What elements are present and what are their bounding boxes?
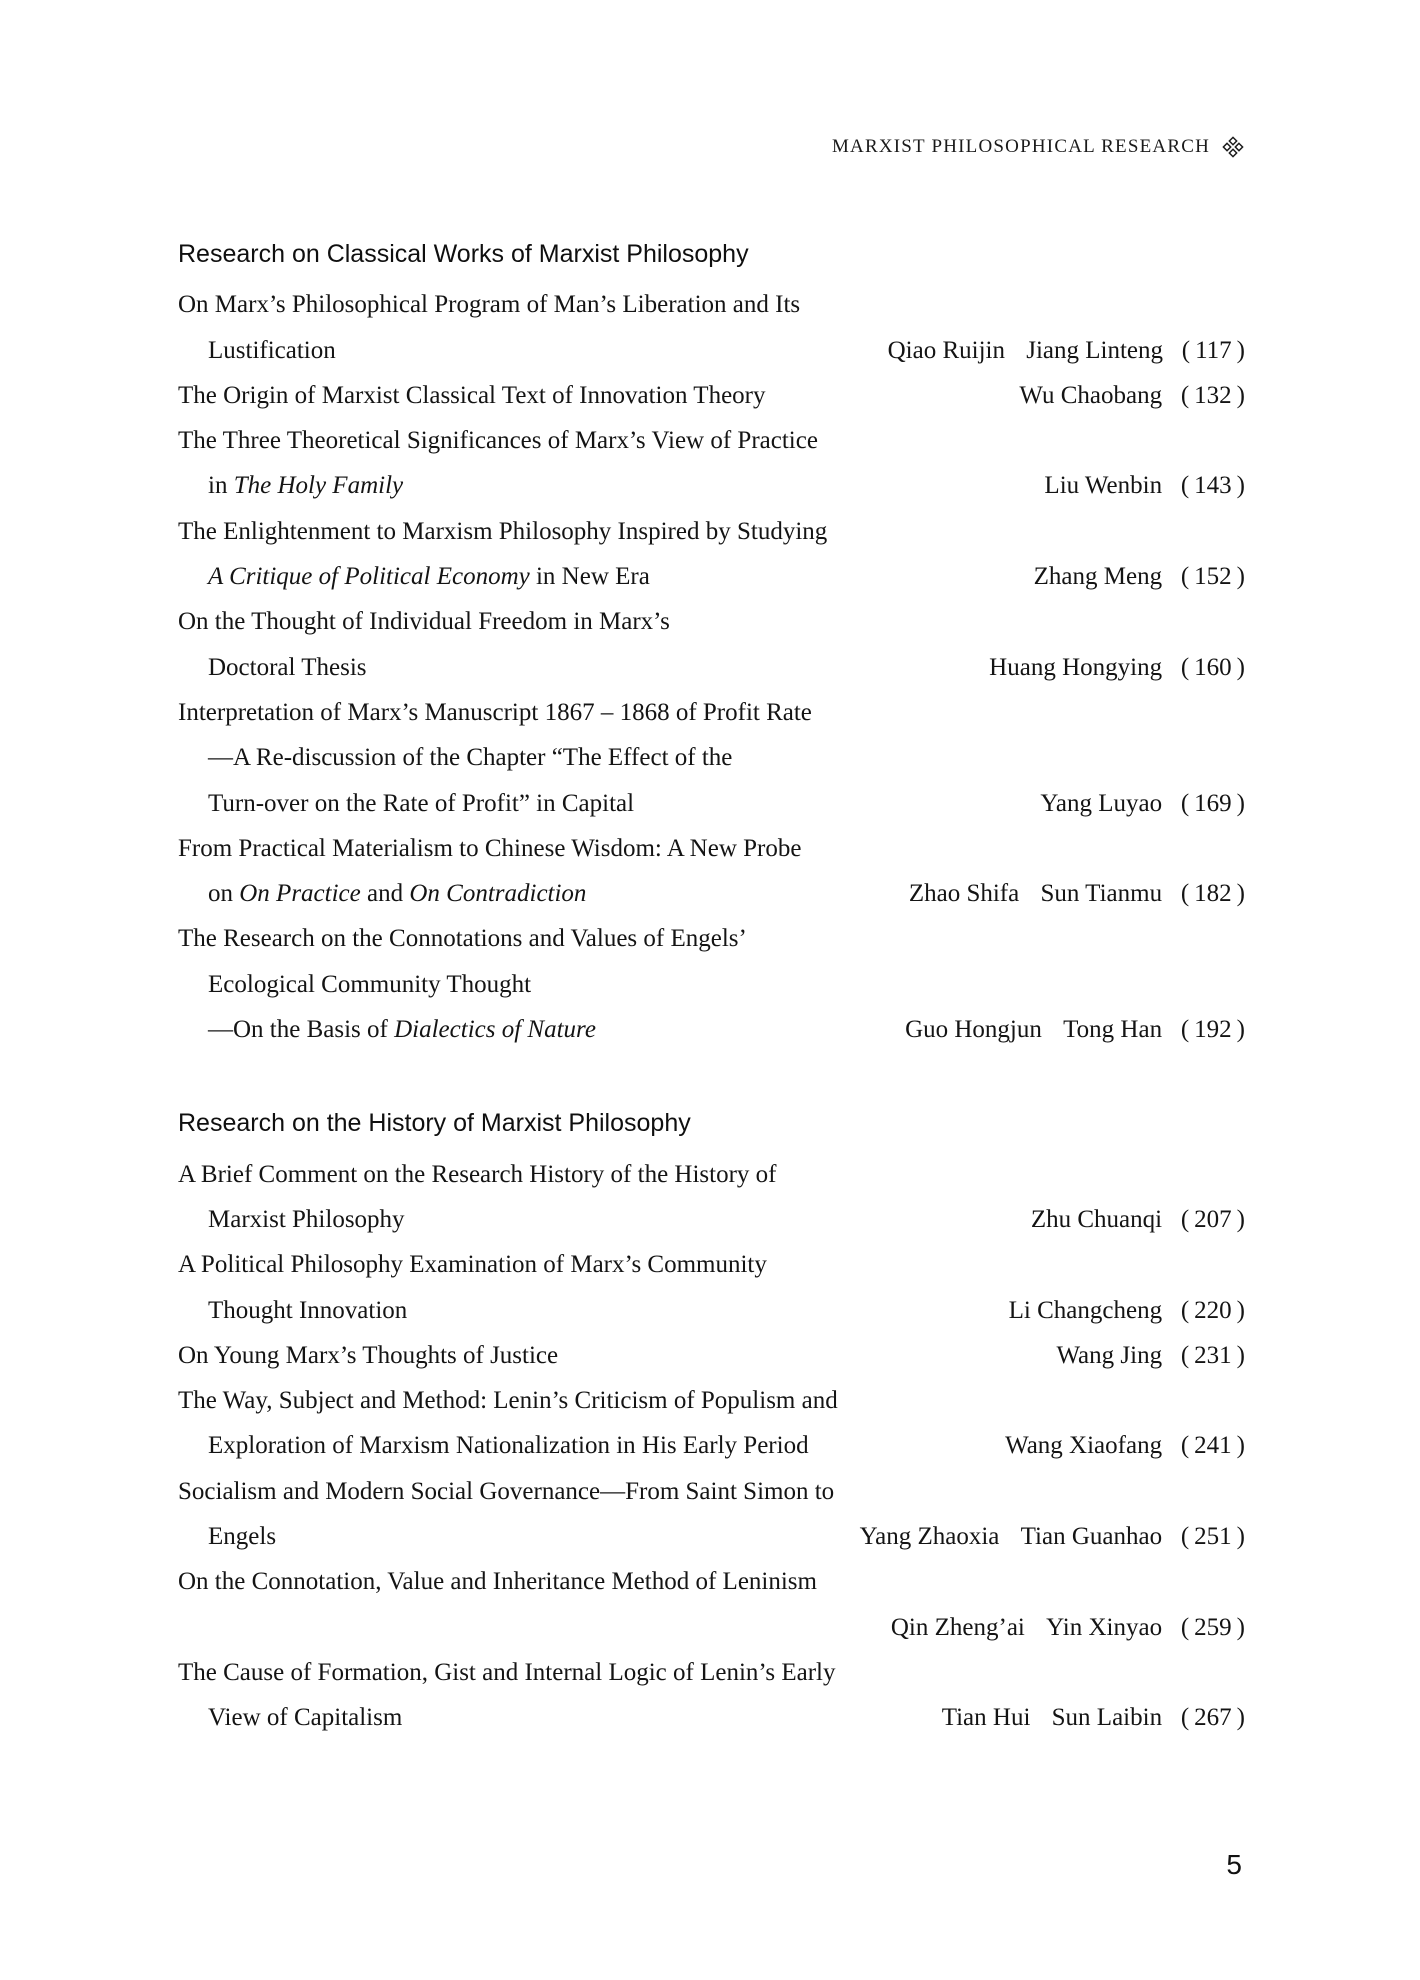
entry-title-text: The Three Theoretical Significances of Marx’s View of Practice — [178, 427, 818, 455]
entry-title-text: —On the Basis of Dialectics of Nature — [208, 1016, 596, 1044]
entry-page-number: ( 152 ) — [1180, 563, 1245, 591]
section-heading: Research on the History of Marxist Philosophy — [178, 1109, 691, 1138]
toc-entry-line — [178, 962, 1245, 1007]
toc-entry-line — [178, 1423, 1245, 1468]
toc-entry-line — [178, 463, 1245, 508]
running-header-title: MARXIST PHILOSOPHICAL RESEARCH — [831, 136, 1210, 157]
entry-page-number: ( 259 ) — [1180, 1613, 1245, 1641]
entry-page-number: ( 220 ) — [1180, 1296, 1245, 1324]
toc-entry-line — [178, 599, 1245, 644]
entry-page-number: ( 132 ) — [1180, 381, 1245, 409]
author-name: Tong Han — [1063, 1016, 1163, 1044]
entry-title-text: View of Capitalism — [208, 1704, 403, 1732]
toc-entry-line — [178, 690, 1245, 735]
toc-entry-line — [178, 1695, 1245, 1740]
entry-authors-page — [864, 328, 1245, 373]
author-name: Wu Chaobang — [1019, 381, 1163, 409]
entry-authors-page — [1016, 781, 1245, 826]
entry-authors-page — [985, 1288, 1245, 1333]
entry-page-number: ( 231 ) — [1180, 1341, 1245, 1369]
toc-entry-line — [178, 1197, 1245, 1242]
entry-authors-page — [1010, 554, 1245, 599]
entry-page-number: ( 182 ) — [1180, 880, 1245, 908]
running-header — [832, 136, 1244, 158]
author-name: Sun Laibin — [1051, 1704, 1163, 1732]
page-number: 5 — [1226, 1849, 1242, 1880]
entry-title-text: Turn-over on the Rate of Profit” in Capital — [208, 789, 635, 817]
entry-title-text: Interpretation of Marx’s Manuscript 1867 – 1868 of Profit Rate — [178, 698, 812, 726]
author-name: Qiao Ruijin — [887, 336, 1005, 364]
entry-title-text: From Practical Materialism to Chinese Wisdom: A New Probe — [178, 834, 802, 862]
entry-page-number: ( 143 ) — [1180, 472, 1245, 500]
entry-authors-page — [867, 1605, 1245, 1650]
toc-entry-line — [178, 1152, 1245, 1197]
entry-page-number: ( 192 ) — [1180, 1016, 1245, 1044]
author-name: Zhu Chuanqi — [1030, 1205, 1163, 1233]
toc-entry-line — [178, 418, 1245, 463]
author-name: Zhang Meng — [1033, 563, 1163, 591]
toc-entry-line — [178, 916, 1245, 961]
author-name: Guo Hongjun — [905, 1016, 1042, 1044]
author-name: Zhao Shifa — [908, 880, 1020, 908]
entry-title-text: Marxist Philosophy — [208, 1205, 405, 1233]
toc-entry-line — [178, 1242, 1245, 1287]
entry-title-text: The Enlightenment to Marxism Philosophy Inspired by Studying — [178, 517, 828, 545]
entry-title-text: On Marx’s Philosophical Program of Man’s Liberation and Its — [178, 291, 801, 319]
entry-authors-page — [1020, 463, 1245, 508]
entry-title-text: The Way, Subject and Method: Lenin’s Criticism of Populism and — [178, 1387, 838, 1415]
entry-title-text: Ecological Community Thought — [208, 970, 532, 998]
entry-page-number: ( 160 ) — [1180, 653, 1245, 681]
entry-authors-page — [1032, 1333, 1245, 1378]
author-name: Yang Zhaoxia — [859, 1523, 1000, 1551]
toc-entry-line — [178, 1559, 1245, 1604]
toc-entry-line — [178, 554, 1245, 599]
author-name: Tian Hui — [941, 1704, 1031, 1732]
entry-page-number: ( 207 ) — [1180, 1205, 1245, 1233]
entry-title-text: On Young Marx’s Thoughts of Justice — [178, 1341, 559, 1369]
toc-entry-line — [178, 781, 1245, 826]
entry-page-number: ( 267 ) — [1180, 1704, 1245, 1732]
toc-entry-line — [178, 1469, 1245, 1514]
entry-title-text: Exploration of Marxism Nationalization in His Early Period — [208, 1432, 809, 1460]
toc-entry-line — [178, 509, 1245, 554]
toc-entry-line — [178, 1605, 1245, 1650]
entry-page-number: ( 169 ) — [1180, 789, 1245, 817]
entry-authors-page — [918, 1695, 1245, 1740]
author-name: Liu Wenbin — [1044, 472, 1163, 500]
entry-authors-page — [965, 645, 1245, 690]
entry-authors-page — [885, 871, 1245, 916]
entry-title-text: On the Connotation, Value and Inheritance Method of Leninism — [178, 1568, 817, 1596]
author-name: Jiang Linteng — [1026, 336, 1164, 364]
entry-title-text: Lustification — [208, 336, 336, 364]
author-name: Yang Luyao — [1040, 789, 1163, 817]
toc-list — [178, 232, 1245, 1741]
toc-entry-line — [178, 1288, 1245, 1333]
entry-title-text: A Political Philosophy Examination of Marx’s Community — [178, 1251, 767, 1279]
author-name: Wang Jing — [1056, 1341, 1163, 1369]
toc-entry-line — [178, 1378, 1245, 1423]
entry-authors-page — [881, 1007, 1245, 1052]
author-name: Tian Guanhao — [1020, 1523, 1163, 1551]
author-name: Yin Xinyao — [1046, 1613, 1163, 1641]
entry-authors-page — [836, 1514, 1245, 1559]
entry-page-number: ( 117 ) — [1181, 336, 1245, 364]
entry-title-text: A Critique of Political Economy in New Era — [208, 563, 650, 591]
entry-title-text: Engels — [208, 1523, 277, 1551]
entry-title-text: —A Re-discussion of the Chapter “The Effect of the — [208, 744, 733, 772]
author-name: Sun Tianmu — [1040, 880, 1163, 908]
entry-title-text: Doctoral Thesis — [208, 653, 367, 681]
author-name: Wang Xiaofang — [1005, 1432, 1163, 1460]
entry-title-text: on On Practice and On Contradiction — [208, 880, 587, 908]
entry-title-text: The Cause of Formation, Gist and Internal Logic of Lenin’s Early — [178, 1658, 836, 1686]
entry-title-text: A Brief Comment on the Research History of the History of — [178, 1160, 777, 1188]
entry-title-text: Thought Innovation — [208, 1296, 408, 1324]
toc-entry-line — [178, 328, 1245, 373]
toc-entry-line — [178, 826, 1245, 871]
toc-entry-line — [178, 1007, 1245, 1052]
entry-authors-page — [995, 373, 1245, 418]
entry-authors-page — [981, 1423, 1245, 1468]
author-name: Qin Zheng’ai — [890, 1613, 1025, 1641]
four-diamond-ornament-icon — [1222, 136, 1244, 158]
toc-entry-line — [178, 1514, 1245, 1559]
toc-entry-line — [178, 282, 1245, 327]
entry-title-text: On the Thought of Individual Freedom in Marx’s — [178, 608, 670, 636]
toc-entry-line — [178, 645, 1245, 690]
toc-entry-line — [178, 1650, 1245, 1695]
entry-page-number: ( 251 ) — [1180, 1523, 1245, 1551]
author-name: Huang Hongying — [989, 653, 1163, 681]
section-heading: Research on Classical Works of Marxist Philosophy — [178, 240, 749, 268]
toc-entry-line — [178, 1333, 1245, 1378]
toc-entry-line — [178, 735, 1245, 780]
entry-title-text: in The Holy Family — [208, 472, 404, 500]
entry-authors-page — [1007, 1197, 1245, 1242]
entry-title-text: Socialism and Modern Social Governance—From Saint Simon to — [178, 1477, 835, 1505]
entry-page-number: ( 241 ) — [1180, 1432, 1245, 1460]
toc-entry-line — [178, 373, 1245, 418]
author-name: Li Changcheng — [1008, 1296, 1163, 1324]
toc-entry-line — [178, 871, 1245, 916]
entry-title-text: The Research on the Connotations and Values of Engels’ — [178, 925, 747, 953]
entry-title-text: The Origin of Marxist Classical Text of Innovation Theory — [178, 381, 766, 409]
